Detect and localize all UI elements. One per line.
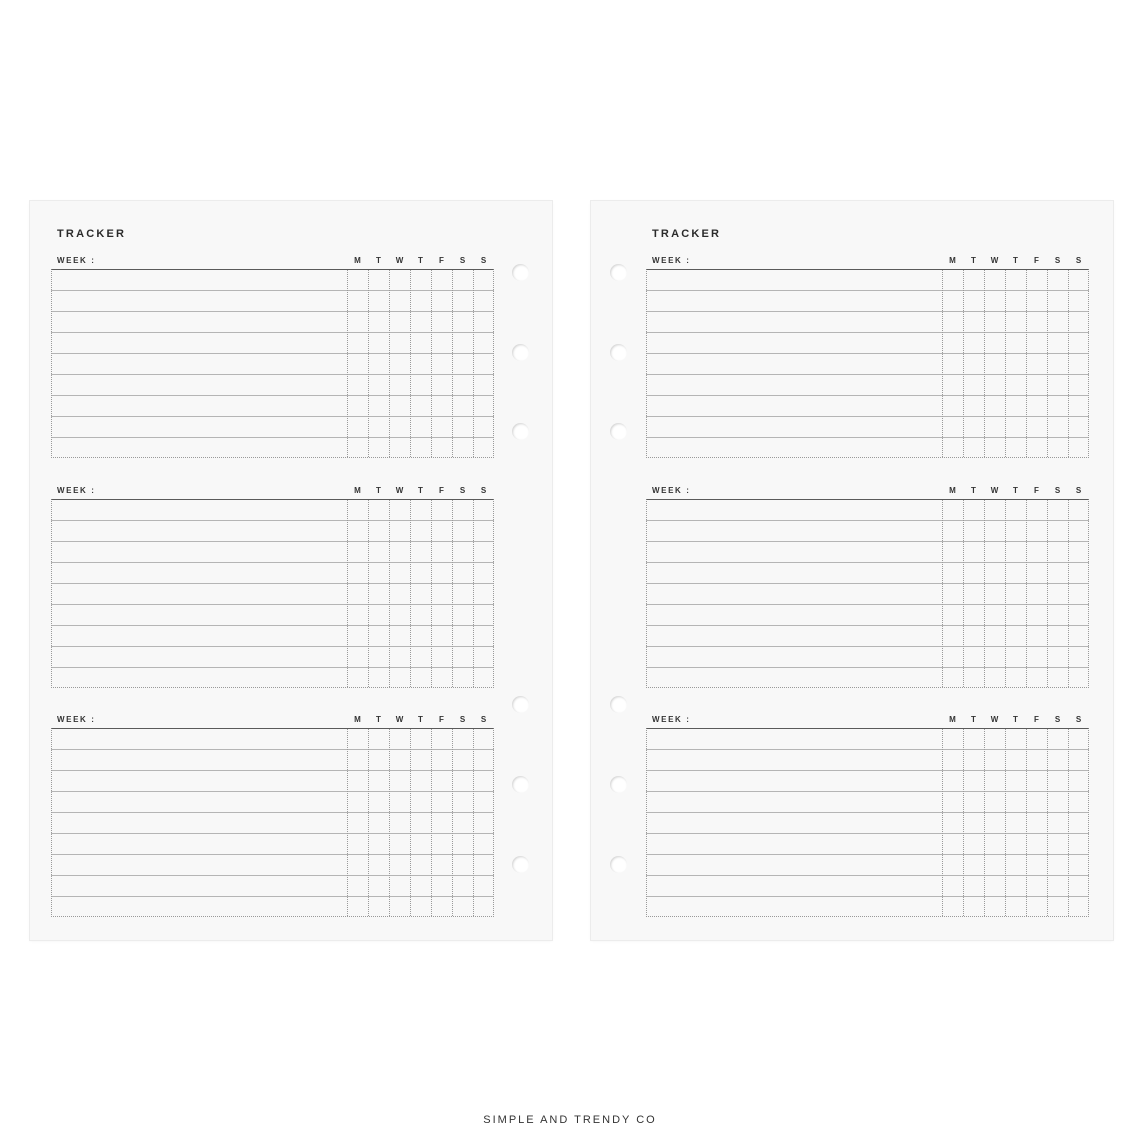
day-sun: S [480,715,487,724]
day-column-divider [347,729,348,916]
day-wed: W [990,715,999,724]
day-tue: T [971,715,976,724]
tracker-grid [51,728,494,917]
punch-hole [512,423,529,440]
day-column-divider [410,729,411,916]
punch-hole [610,264,627,281]
day-column-divider [431,270,432,457]
day-column-divider [942,500,943,687]
day-column-divider [1005,729,1006,916]
week-label: WEEK : [57,256,96,265]
day-thu: T [1013,486,1018,495]
day-column-divider [368,729,369,916]
day-fri: F [439,256,444,265]
day-column-divider [347,500,348,687]
day-sat: S [1054,486,1061,495]
day-thu: T [1013,256,1018,265]
week-section-3 [646,713,1089,923]
day-column-divider [1047,729,1048,916]
day-sun: S [1075,715,1082,724]
day-thu: T [418,715,423,724]
day-column-divider [963,729,964,916]
day-fri: F [1034,256,1039,265]
day-column-divider [1005,270,1006,457]
day-column-divider [473,270,474,457]
day-fri: F [439,486,444,495]
day-column-divider [963,270,964,457]
planner-page-left [30,201,552,940]
day-tue: T [376,715,381,724]
week-section-3 [51,713,494,923]
tracker-grid [646,269,1089,458]
punch-hole [610,344,627,361]
day-sat: S [1054,256,1061,265]
day-tue: T [376,256,381,265]
day-column-divider [1047,500,1048,687]
day-column-divider [410,500,411,687]
day-wed: W [395,486,404,495]
page-title: TRACKER [57,228,127,240]
day-headers [347,256,494,268]
day-mon: M [949,486,956,495]
day-mon: M [354,715,361,724]
punch-hole [512,856,529,873]
day-sat: S [459,486,466,495]
punch-hole [512,776,529,793]
day-tue: T [971,486,976,495]
day-column-divider [389,729,390,916]
day-sun: S [1075,256,1082,265]
day-fri: F [1034,715,1039,724]
day-column-divider [1068,729,1069,916]
day-thu: T [418,256,423,265]
day-mon: M [354,486,361,495]
day-tue: T [971,256,976,265]
day-column-divider [389,270,390,457]
day-sun: S [480,486,487,495]
tracker-grid [51,269,494,458]
day-column-divider [452,270,453,457]
day-wed: W [990,256,999,265]
day-headers [942,486,1089,498]
day-headers [942,715,1089,727]
day-column-divider [1026,270,1027,457]
day-column-divider [368,270,369,457]
tracker-grid [51,499,494,688]
day-column-divider [410,270,411,457]
day-wed: W [395,715,404,724]
punch-hole [610,423,627,440]
tracker-grid [646,728,1089,917]
day-column-divider [942,270,943,457]
punch-hole [610,856,627,873]
brand-footer: SIMPLE AND TRENDY CO [483,1114,657,1126]
week-section-2 [646,484,1089,694]
day-column-divider [963,500,964,687]
day-column-divider [431,500,432,687]
day-fri: F [1034,486,1039,495]
day-column-divider [431,729,432,916]
day-column-divider [1068,270,1069,457]
week-label: WEEK : [652,256,691,265]
day-headers [942,256,1089,268]
week-label: WEEK : [57,486,96,495]
week-label: WEEK : [652,486,691,495]
day-mon: M [949,715,956,724]
day-column-divider [984,729,985,916]
day-column-divider [452,500,453,687]
day-column-divider [452,729,453,916]
day-mon: M [949,256,956,265]
punch-hole [512,264,529,281]
day-thu: T [418,486,423,495]
punch-hole [610,776,627,793]
day-sat: S [1054,715,1061,724]
day-column-divider [389,500,390,687]
day-column-divider [1005,500,1006,687]
day-headers [347,486,494,498]
week-section-2 [51,484,494,694]
day-column-divider [942,729,943,916]
day-column-divider [1026,500,1027,687]
day-sat: S [459,715,466,724]
week-section-1 [51,254,494,464]
tracker-grid [646,499,1089,688]
day-mon: M [354,256,361,265]
punch-hole [610,696,627,713]
day-column-divider [368,500,369,687]
day-column-divider [347,270,348,457]
day-column-divider [473,500,474,687]
day-wed: W [395,256,404,265]
punch-hole [512,344,529,361]
day-headers [347,715,494,727]
planner-page-right [591,201,1113,940]
week-section-1 [646,254,1089,464]
week-label: WEEK : [57,715,96,724]
day-column-divider [1047,270,1048,457]
day-thu: T [1013,715,1018,724]
page-title: TRACKER [652,228,722,240]
day-column-divider [984,270,985,457]
day-column-divider [1026,729,1027,916]
day-sun: S [480,256,487,265]
day-tue: T [376,486,381,495]
week-label: WEEK : [652,715,691,724]
day-sat: S [459,256,466,265]
day-sun: S [1075,486,1082,495]
day-column-divider [1068,500,1069,687]
day-wed: W [990,486,999,495]
day-column-divider [984,500,985,687]
day-column-divider [473,729,474,916]
day-fri: F [439,715,444,724]
punch-hole [512,696,529,713]
